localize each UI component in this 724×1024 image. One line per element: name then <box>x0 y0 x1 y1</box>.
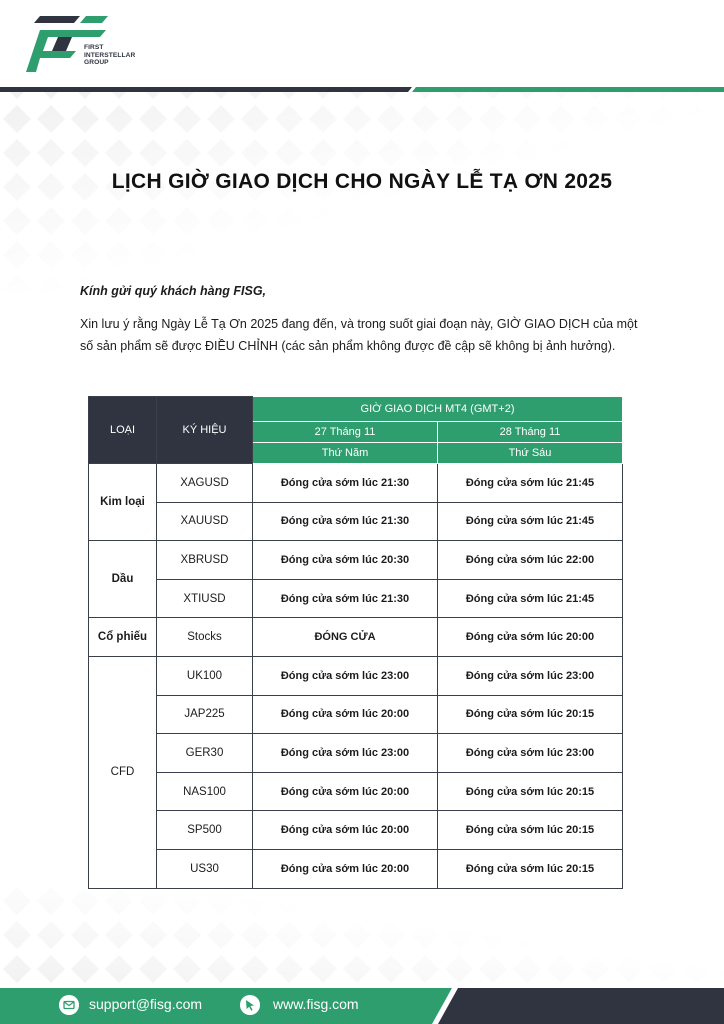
header-divider <box>0 86 724 94</box>
header-trading-hours: GIỜ GIAO DỊCH MT4 (GMT+2) <box>253 397 623 422</box>
logo-line-3: GROUP <box>84 59 109 67</box>
day1-hours-cell: ĐÓNG CỬA <box>253 618 438 657</box>
day2-hours-cell: Đóng cửa sớm lúc 22:00 <box>438 541 623 580</box>
day2-hours-cell: Đóng cửa sớm lúc 20:15 <box>438 772 623 811</box>
table-row <box>89 502 623 541</box>
header-day-2: Thứ Sáu <box>438 443 623 464</box>
table-row <box>89 811 623 850</box>
day2-hours-cell: Đóng cửa sớm lúc 20:15 <box>438 695 623 734</box>
day1-hours-cell: Đóng cửa sớm lúc 21:30 <box>253 502 438 541</box>
symbol-cell: UK100 <box>157 656 253 695</box>
day2-hours-cell: Đóng cửa sớm lúc 21:45 <box>438 579 623 618</box>
day1-hours-cell: Đóng cửa sớm lúc 21:30 <box>253 579 438 618</box>
symbol-cell: XTIUSD <box>157 579 253 618</box>
symbol-cell: GER30 <box>157 734 253 773</box>
day2-hours-cell: Đóng cửa sớm lúc 23:00 <box>438 734 623 773</box>
category-cell: Cổ phiếu <box>89 618 157 657</box>
header-day-1: Thứ Năm <box>253 443 438 464</box>
symbol-cell: JAP225 <box>157 695 253 734</box>
day2-hours-cell: Đóng cửa sớm lúc 21:45 <box>438 464 623 503</box>
symbol-cell: XBRUSD <box>157 541 253 580</box>
table-row <box>89 579 623 618</box>
table-row <box>89 618 623 657</box>
category-cell: CFD <box>89 656 157 888</box>
footer-email-link[interactable]: support@fisg.com <box>89 996 203 1012</box>
table-row <box>89 464 623 503</box>
intro-paragraph: Xin lưu ý rằng Ngày Lễ Tạ Ơn 2025 đang đến, và trong suốt giai đoạn này, GIỜ GIAO DỊCH của một số sản phẩm sẽ được ĐIỀU CHỈNH (các sản phẩm không được đề cập sẽ không bị ảnh hưởng). <box>80 317 638 353</box>
footer-website-link[interactable]: www.fisg.com <box>273 996 359 1012</box>
page-title: LỊCH GIỜ GIAO DỊCH CHO NGÀY LỄ TẠ ƠN 2025 <box>111 170 613 193</box>
day2-hours-cell: Đóng cửa sớm lúc 20:15 <box>438 849 623 888</box>
table-row <box>89 695 623 734</box>
day1-hours-cell: Đóng cửa sớm lúc 20:00 <box>253 772 438 811</box>
category-cell: Kim loại <box>89 464 157 541</box>
logo-line-1: FIRST <box>84 44 104 51</box>
trading-hours-table <box>88 396 623 889</box>
day1-hours-cell: Đóng cửa sớm lúc 20:30 <box>253 541 438 580</box>
day2-hours-cell: Đóng cửa sớm lúc 20:15 <box>438 811 623 850</box>
day1-hours-cell: Đóng cửa sớm lúc 20:00 <box>253 695 438 734</box>
table-row <box>89 541 623 580</box>
table-row <box>89 849 623 888</box>
day2-hours-cell: Đóng cửa sớm lúc 20:00 <box>438 618 623 657</box>
header-type: LOẠI <box>89 397 157 464</box>
header-symbol: KÝ HIỆU <box>157 397 253 464</box>
symbol-cell: NAS100 <box>157 772 253 811</box>
day1-hours-cell: Đóng cửa sớm lúc 23:00 <box>253 734 438 773</box>
symbol-cell: XAGUSD <box>157 464 253 503</box>
logo-line-2: INTERSTELLAR <box>84 51 136 59</box>
day1-hours-cell: Đóng cửa sớm lúc 23:00 <box>253 656 438 695</box>
category-cell: Dầu <box>89 541 157 618</box>
cursor-click-icon <box>240 995 260 1015</box>
symbol-cell: US30 <box>157 849 253 888</box>
table-row <box>89 772 623 811</box>
day1-hours-cell: Đóng cửa sớm lúc 20:00 <box>253 849 438 888</box>
header-date-1: 27 Tháng 11 <box>253 422 438 443</box>
symbol-cell: Stocks <box>157 618 253 657</box>
email-icon <box>59 995 79 1015</box>
table-row <box>89 656 623 695</box>
logo-wordmark <box>84 44 135 67</box>
symbol-cell: XAUUSD <box>157 502 253 541</box>
greeting: Kính gửi quý khách hàng FISG, <box>80 284 267 298</box>
day2-hours-cell: Đóng cửa sớm lúc 23:00 <box>438 656 623 695</box>
symbol-cell: SP500 <box>157 811 253 850</box>
day2-hours-cell: Đóng cửa sớm lúc 21:45 <box>438 502 623 541</box>
day1-hours-cell: Đóng cửa sớm lúc 20:00 <box>253 811 438 850</box>
header-date-2: 28 Tháng 11 <box>438 422 623 443</box>
table-row <box>89 734 623 773</box>
day1-hours-cell: Đóng cửa sớm lúc 21:30 <box>253 464 438 503</box>
